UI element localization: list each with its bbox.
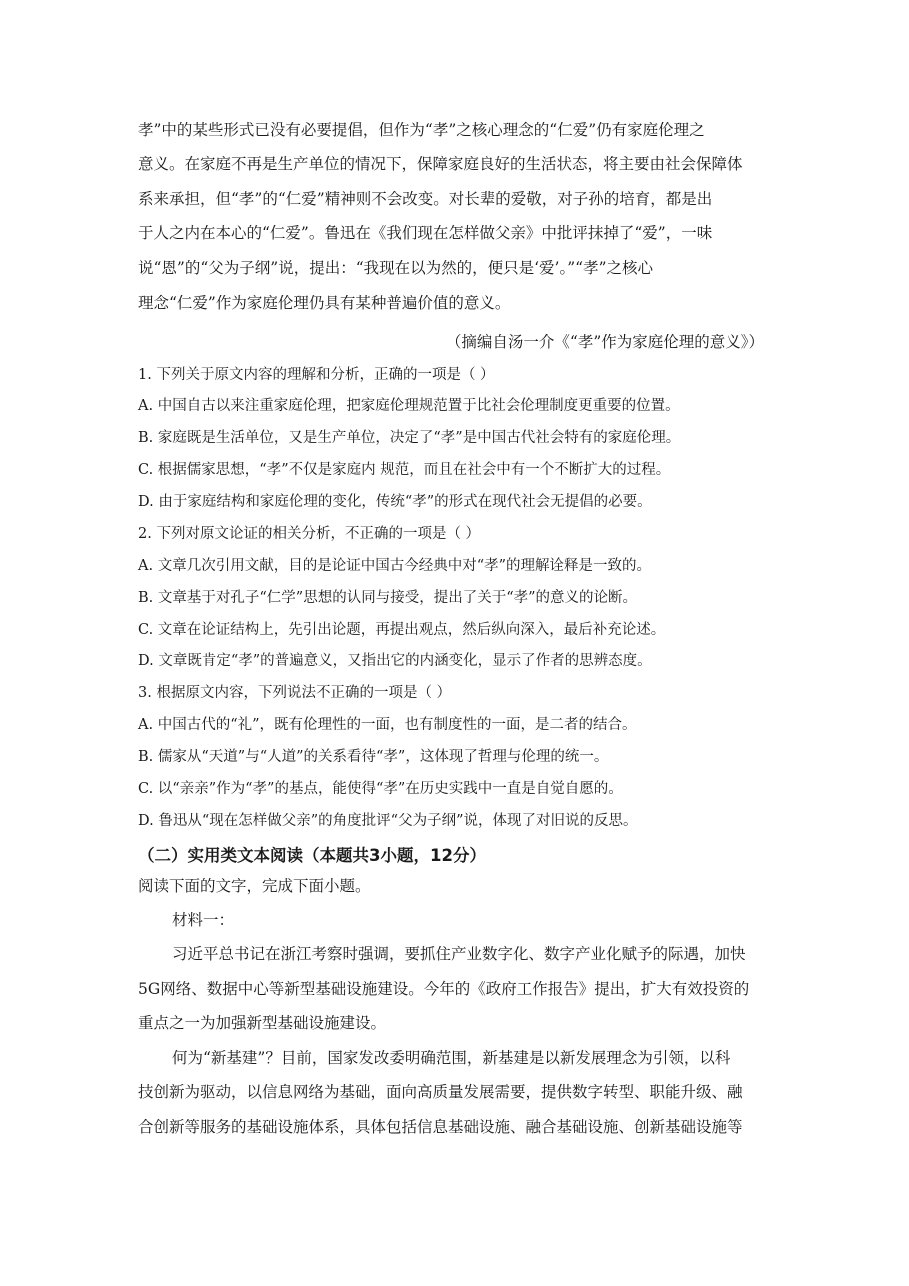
passage-line: 系来承担，但“孝”的“仁爱”精神则不会改变。对长辈的爱敬，对子孙的培育，都是出	[138, 190, 713, 208]
option-b: B. 儒家从“天道”与“人道”的关系看待“孝”，这体现了哲理与伦理的统一。	[138, 749, 609, 765]
option-a: A. 中国古代的“礼”，既有伦理性的一面，也有制度性的一面，是二者的结合。	[138, 717, 637, 733]
option-d: D. 由于家庭结构和家庭伦理的变化，传统“孝”的形式在现代社会无提倡的必要。	[138, 494, 652, 510]
option-a: A. 中国自古以来注重家庭伦理，把家庭伦理规范置于比社会伦理制度更重要的位置。	[138, 398, 680, 414]
material-line: 5G网络、数据中心等新型基础设施建设。今年的《政府工作报告》提出，扩大有效投资的	[138, 980, 750, 998]
passage-line: 于人之内在本心的“仁爱”。鲁迅在《我们现在怎样做父亲》中批评抹掉了“爱”，一味	[138, 224, 713, 242]
question-stem: 3. 根据原文内容，下列说法不正确的一项是（ ）	[138, 685, 452, 701]
passage-line: 说“恩”的“父为子纲”说，提出：“我现在以为然的，便只是‘爱’。”“孝”之核心	[138, 259, 653, 277]
passage-line: 理念“仁爱”作为家庭伦理仍具有某种普遍价值的意义。	[138, 294, 511, 312]
material-line: 重点之一为加强新型基础设施建设。	[138, 1014, 387, 1032]
passage-source: （摘编自汤一介《“孝”作为家庭伦理的意义》）	[445, 333, 764, 351]
option-b: B. 文章基于对孔子“仁学”思想的认同与接受，提出了关于“孝”的意义的论断。	[138, 590, 638, 606]
option-b: B. 家庭既是生活单位，又是生产单位，决定了“孝”是中国古代社会特有的家庭伦理。	[138, 430, 681, 446]
option-c: C. 文章在论证结构上，先引出论题，再提出观点，然后纵向深入，最后补充论述。	[138, 622, 666, 638]
material-label: 材料一：	[172, 911, 235, 929]
question-stem: 1. 下列关于原文内容的理解和分析，正确的一项是（ ）	[138, 367, 495, 383]
question-stem: 2. 下列对原文论证的相关分析，不正确的一项是（ ）	[138, 526, 481, 542]
option-a: A. 文章几次引用文献，目的是论证中国古今经典中对“孝”的理解诠释是一致的。	[138, 558, 652, 574]
material-line: 技创新为驱动，以信息网络为基础，面向高质量发展需要，提供数字转型、职能升级、融	[138, 1083, 743, 1101]
option-d: D. 鲁迅从“现在怎样做父亲”的角度批评“父为子纲”说，体现了对旧说的反思。	[138, 813, 638, 829]
option-c: C. 根据儒家思想，“孝”不仅是家庭内 规范，而且在社会中有一个不断扩大的过程。	[138, 462, 671, 478]
passage-line: 孝”中的某些形式已没有必要提倡，但作为“孝”之核心理念的“仁爱”仍有家庭伦理之	[138, 121, 705, 139]
material-line: 何为“新基建”？目前，国家发改委明确范围，新基建是以新发展理念为引领，以科	[172, 1049, 731, 1067]
option-c: C. 以“亲亲”作为“孝”的基点，能使得“孝”在历史实践中一直是自觉自愿的。	[138, 781, 623, 797]
passage-line: 意义。在家庭不再是生产单位的情况下，保障家庭良好的生活状态，将主要由社会保障体	[138, 155, 743, 173]
material-line: 合创新等服务的基础设施体系，具体包括信息基础设施、融合基础设施、创新基础设施等	[138, 1118, 743, 1136]
option-d: D. 文章既肯定“孝”的普遍意义，又指出它的内涵变化，显示了作者的思辨态度。	[138, 653, 652, 669]
section-instruction: 阅读下面的文字，完成下面小题。	[138, 877, 371, 895]
section-heading: （二）实用类文本阅读（本题共3小题，12分）	[138, 846, 486, 865]
material-line: 习近平总书记在浙江考察时强调，要抓住产业数字化、数字产业化赋予的际遇，加快	[172, 945, 746, 963]
